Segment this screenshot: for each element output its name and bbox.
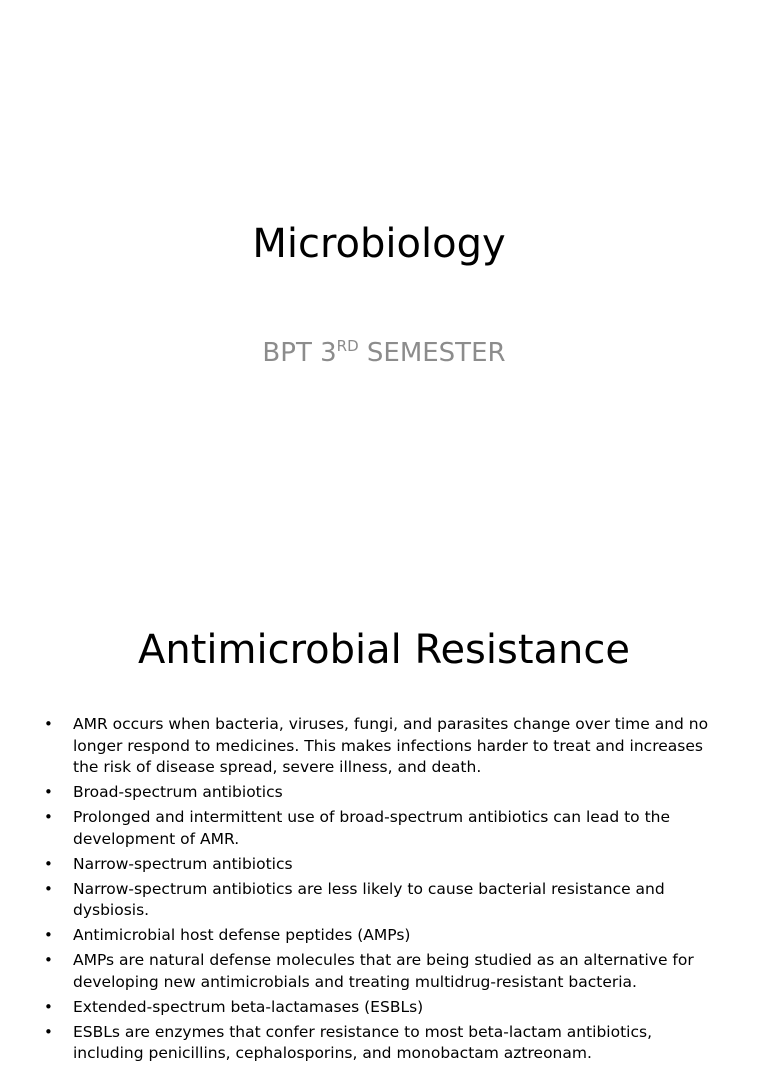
bullet-item: [44, 1022, 714, 1065]
bullet-text: Narrow-spectrum antibiotics: [73, 854, 293, 873]
bullet-icon: •: [44, 808, 53, 826]
bullet-item: [44, 879, 714, 922]
bullet-icon: •: [44, 854, 53, 873]
subtitle-superscript: RD: [336, 337, 359, 355]
bullet-text: Broad-spectrum antibiotics: [73, 783, 283, 801]
bullet-icon: •: [44, 926, 53, 944]
slide-title: Microbiology: [252, 221, 506, 267]
bullet-item: [44, 714, 714, 779]
bullet-item: [44, 997, 714, 1019]
bullet-icon: •: [44, 1022, 53, 1041]
bullet-text: Narrow-spectrum antibiotics are less likely to cause bacterial resistance and dysbiosis.: [73, 879, 665, 919]
bullet-text: ESBLs are enzymes that confer resistance to most beta-lactam antibiotics, including penicillins, cephalosporins, and monobactam aztreonam.: [73, 1022, 653, 1062]
content-slide: [0, 580, 768, 1062]
subtitle-prefix: BPT 3: [262, 338, 337, 368]
bullet-text: AMR occurs when bacteria, viruses, fungi, and parasites change over time and no longer respond to medicines. This makes infections harder to treat and increases the risk of disease spread, severe illness, and death.: [73, 715, 709, 776]
bullet-text: AMPs are natural defense molecules that are being studied as an alternative for developing new antimicrobials and treating multidrug-resistant bacteria.: [73, 951, 694, 991]
slide-subtitle: [0, 336, 768, 370]
bullet-icon: •: [44, 997, 53, 1016]
bullet-icon: •: [44, 879, 53, 898]
bullet-text: Extended-spectrum beta-lactamases (ESBLs): [73, 997, 424, 1016]
bullet-item: [44, 854, 714, 876]
subtitle-suffix: SEMESTER: [358, 338, 506, 368]
section-title: Antimicrobial Resistance: [137, 627, 630, 673]
bullet-list: [44, 714, 714, 1068]
bullet-text: Antimicrobial host defense peptides (AMPs): [73, 926, 411, 944]
bullet-text: Prolonged and intermittent use of broad-spectrum antibiotics can lead to the development of AMR.: [73, 808, 671, 848]
bullet-icon: •: [44, 715, 53, 733]
bullet-item: [44, 782, 714, 804]
bullet-icon: •: [44, 783, 53, 801]
bullet-item: [44, 807, 714, 850]
bullet-item: [44, 950, 714, 993]
bullet-icon: •: [44, 951, 53, 969]
bullet-item: [44, 925, 714, 947]
